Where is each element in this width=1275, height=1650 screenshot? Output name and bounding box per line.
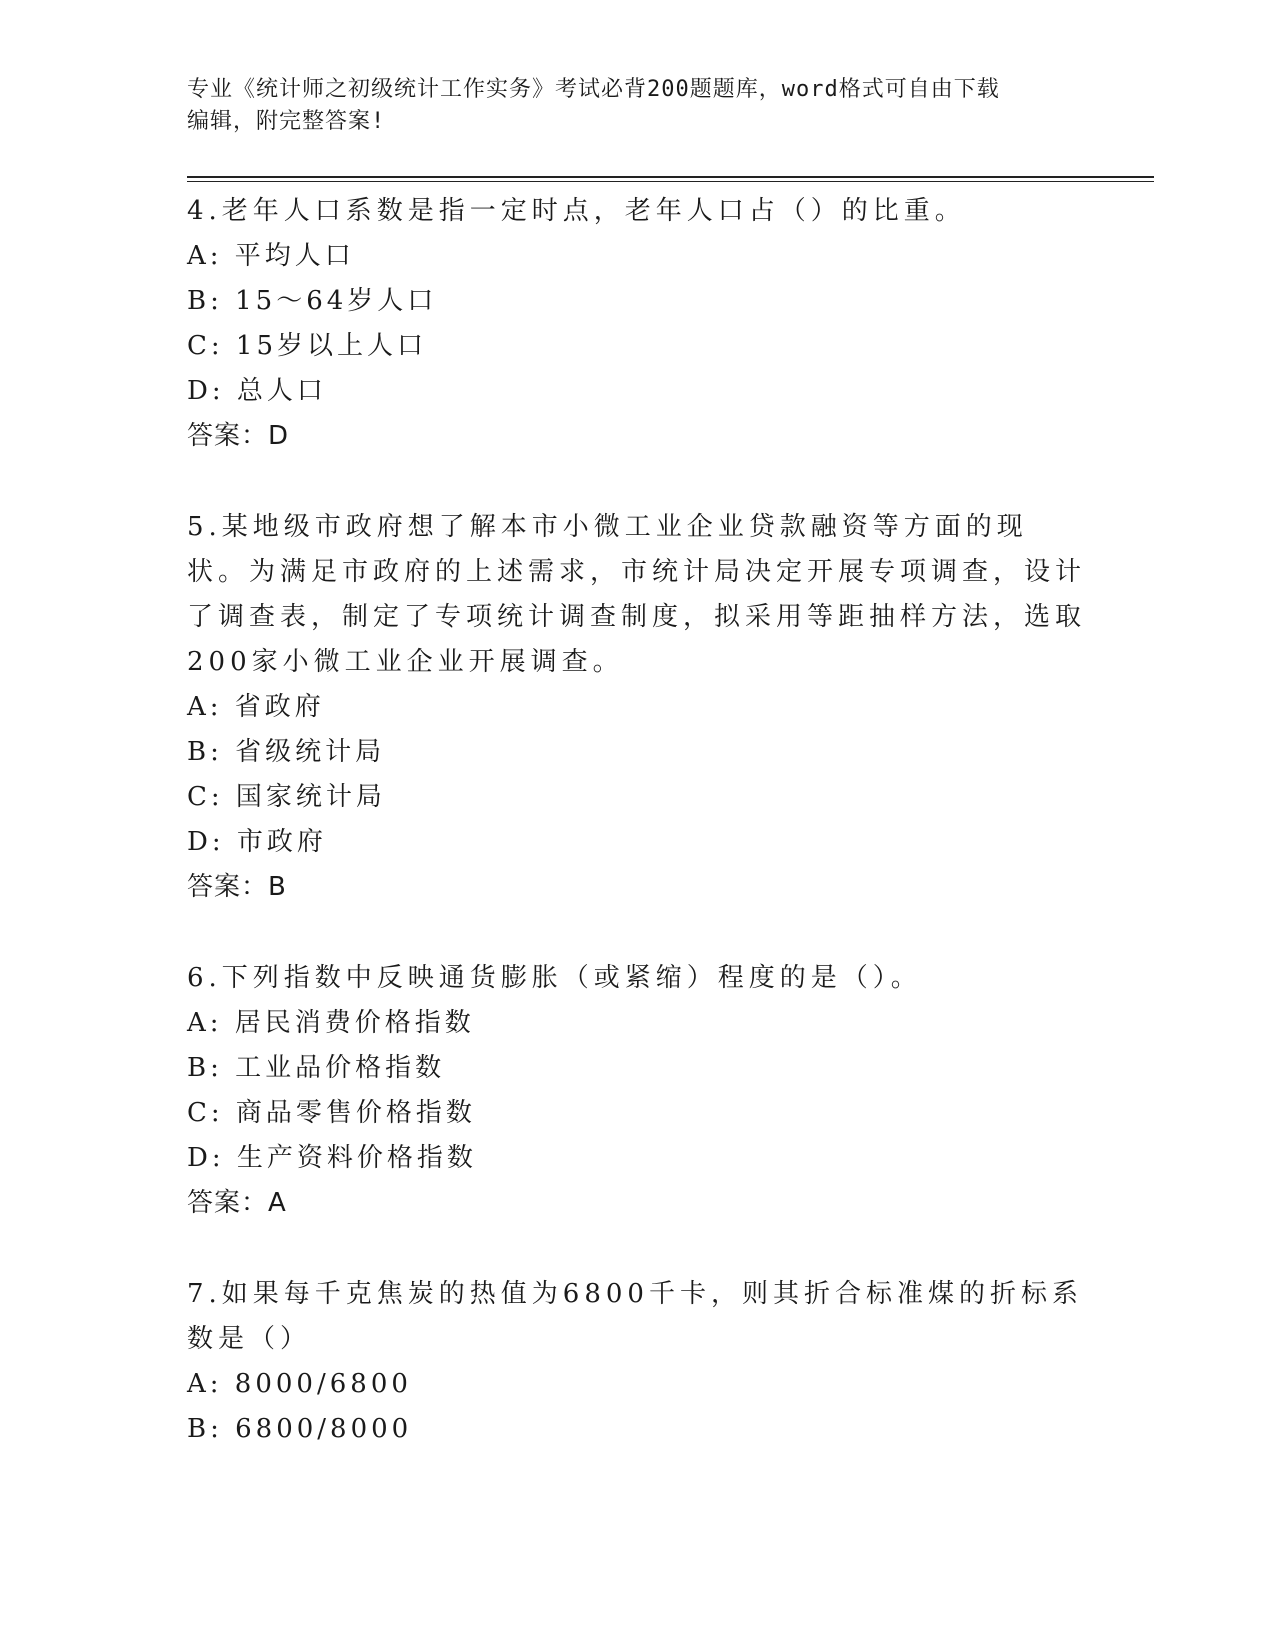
header-line-2: 编辑，附完整答案! (187, 109, 386, 134)
question-5 (187, 505, 1087, 910)
option-b: B: 工业品价格指数 (187, 1053, 446, 1083)
option-b: B: 15～64岁人口 (187, 286, 438, 316)
option-a: A: 8000/6800 (187, 1369, 412, 1399)
header-divider-thick (187, 176, 1154, 178)
question-stem: 4.老年人口系数是指一定时点，老年人口占（）的比重。 (187, 196, 966, 226)
option-a: A: 平均人口 (187, 241, 355, 271)
question-stem: 6.下列指数中反映通货膨胀（或紧缩）程度的是（）。 (187, 963, 922, 993)
option-c: C: 商品零售价格指数 (187, 1098, 476, 1128)
question-stem: 5.某地级市政府想了解本市小微工业企业贷款融资等方面的现状。为满足市政府的上述需求，市统计局决定开展专项调查，设计了调查表，制定了专项统计调查制度，拟采用等距抽样方法，选取200家小微工业企业开展调查。 (187, 512, 1087, 677)
question-7 (187, 1272, 1087, 1452)
option-d: D: 生产资料价格指数 (187, 1143, 477, 1173)
option-a: A: 居民消费价格指数 (187, 1008, 475, 1038)
header-line-1: 专业《统计师之初级统计工作实务》考试必背200题题库，word格式可自由下载 (187, 77, 1000, 102)
option-b: B: 6800/8000 (187, 1414, 413, 1444)
option-a: A: 省政府 (187, 692, 325, 722)
question-4 (187, 189, 1087, 459)
question-stem: 7.如果每千克焦炭的热值为6800千卡，则其折合标准煤的折标系数是（） (187, 1279, 1083, 1354)
option-d: D: 总人口 (187, 376, 327, 406)
option-c: C: 国家统计局 (187, 782, 386, 812)
answer-line: 答案：B (187, 872, 287, 902)
option-d: D: 市政府 (187, 827, 327, 857)
question-6 (187, 956, 1087, 1226)
answer-line: 答案：A (187, 1188, 287, 1218)
document-header (187, 74, 1087, 138)
header-divider-thin (187, 181, 1154, 182)
option-b: B: 省级统计局 (187, 737, 386, 767)
option-c: C: 15岁以上人口 (187, 331, 428, 361)
answer-line: 答案：D (187, 421, 290, 451)
question-list (187, 189, 1087, 1498)
